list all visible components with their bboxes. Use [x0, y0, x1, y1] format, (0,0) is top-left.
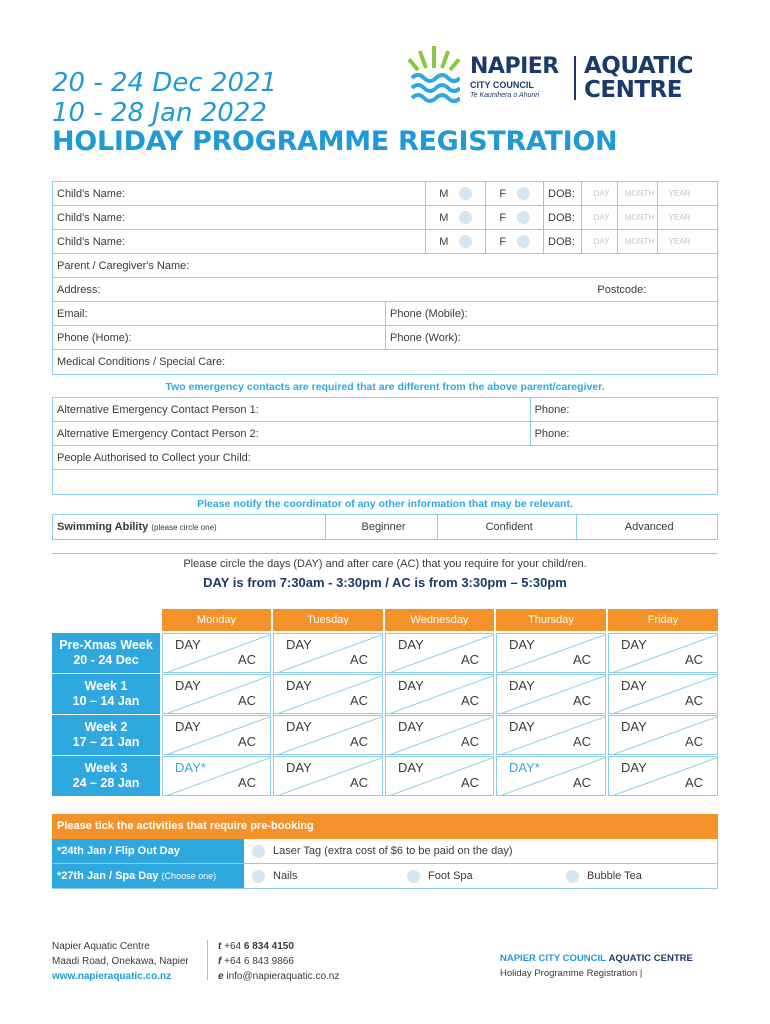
aftercare-option[interactable]: AC: [349, 693, 368, 708]
day-option[interactable]: DAY: [621, 637, 647, 652]
male-radio[interactable]: [459, 187, 472, 200]
address-row: [53, 278, 717, 302]
schedule-slot[interactable]: [385, 715, 494, 755]
activity-row-flipout: [52, 839, 718, 864]
aftercare-option[interactable]: AC: [684, 693, 703, 708]
swim-label: Swimming Ability: [57, 521, 149, 533]
swim-option-advanced[interactable]: Advanced: [576, 515, 717, 539]
dob-day-field[interactable]: DAY: [581, 182, 617, 205]
day-header-monday: Monday: [162, 609, 271, 631]
aftercare-option[interactable]: AC: [460, 734, 479, 749]
activities-section: [52, 814, 718, 889]
child-name-field[interactable]: Child's Name:: [57, 235, 126, 248]
programme-dates: [52, 68, 277, 128]
logo-city-council: CITY COUNCIL: [470, 80, 534, 90]
authorised-row: [53, 446, 717, 470]
male-radio[interactable]: [459, 211, 472, 224]
schedule-slot[interactable]: [385, 756, 494, 796]
child-row: Child's Name: M F DOB: DAY MONTH YEAR: [53, 230, 717, 254]
schedule-times: DAY is from 7:30am - 3:30pm / AC is from 3:30pm – 5:30pm: [203, 575, 567, 590]
logo-aquatic-centre: AQUATIC CENTRE: [584, 53, 693, 103]
aftercare-option[interactable]: AC: [237, 775, 256, 790]
schedule-slot[interactable]: [162, 715, 271, 755]
week-label: Week 2 17 – 21 Jan: [52, 715, 160, 755]
medical-conditions-field[interactable]: Medical Conditions / Special Care:: [57, 356, 226, 368]
alt-contact-1-field[interactable]: Alternative Emergency Contact Person 1:: [57, 403, 259, 416]
dob-month-field[interactable]: MONTH: [617, 182, 657, 205]
logo-separator: [574, 56, 576, 100]
day-option[interactable]: DAY: [398, 637, 424, 652]
website-link[interactable]: www.napieraquatic.co.nz: [52, 971, 172, 982]
swim-option-beginner[interactable]: Beginner: [325, 515, 437, 539]
aftercare-option[interactable]: AC: [460, 652, 479, 667]
schedule-slot[interactable]: [608, 633, 718, 673]
footer-contact: t +64 6 834 4150 f +64 6 843 9866 e info@napieraquatic.co.nz: [218, 941, 340, 982]
footer-address: Napier Aquatic Centre Maadi Road, Onekawa, Napier www.napieraquatic.co.nz: [52, 941, 189, 982]
day-option[interactable]: DAY: [509, 678, 535, 693]
swim-hint: (please circle one): [151, 522, 217, 532]
dob-label: DOB:: [543, 230, 581, 253]
day-option[interactable]: DAY: [286, 760, 312, 775]
foot-spa-checkbox[interactable]: [407, 870, 420, 883]
schedule-slot[interactable]: [496, 756, 606, 796]
day-option[interactable]: DAY: [286, 719, 312, 734]
emergency-row: [53, 398, 717, 422]
day-option[interactable]: DAY: [621, 719, 647, 734]
aftercare-option[interactable]: AC: [237, 693, 256, 708]
laser-tag-checkbox[interactable]: [252, 845, 265, 858]
schedule-slot[interactable]: [162, 756, 271, 796]
aftercare-option[interactable]: AC: [349, 652, 368, 667]
week-label: Week 3 24 – 28 Jan: [52, 756, 160, 796]
parent-name-row: [53, 254, 717, 278]
child-row: Child's Name: M F DOB: DAY MONTH YEAR: [53, 182, 717, 206]
dob-month-field[interactable]: MONTH: [617, 230, 657, 253]
day-option[interactable]: DAY: [621, 760, 647, 775]
swim-option-confident[interactable]: Confident: [437, 515, 577, 539]
aftercare-option[interactable]: AC: [684, 775, 703, 790]
aftercare-option[interactable]: AC: [237, 652, 256, 667]
alt-contact-2-field[interactable]: Alternative Emergency Contact Person 2:: [57, 427, 259, 440]
day-option[interactable]: DAY: [509, 719, 535, 734]
female-radio[interactable]: [517, 187, 530, 200]
authorised-label: People Authorised to Collect your Child:: [57, 451, 251, 464]
logo-napier: NAPIER: [470, 54, 559, 79]
aftercare-option[interactable]: AC: [237, 734, 256, 749]
schedule-slot[interactable]: [162, 633, 271, 673]
schedule-slot[interactable]: [162, 674, 271, 714]
schedule-slot[interactable]: [273, 756, 383, 796]
aftercare-option[interactable]: AC: [572, 734, 591, 749]
schedule-slot[interactable]: [608, 756, 718, 796]
day-option[interactable]: DAY: [621, 678, 647, 693]
dob-label: DOB:: [543, 206, 581, 229]
wave-emblem-icon: [408, 44, 460, 104]
dob-label: DOB:: [543, 182, 581, 205]
aftercare-option[interactable]: AC: [684, 652, 703, 667]
email-link[interactable]: info@napieraquatic.co.nz: [226, 971, 340, 982]
day-option[interactable]: DAY: [398, 760, 424, 775]
schedule-slot[interactable]: [273, 715, 383, 755]
medical-row: [53, 350, 717, 374]
child-row: Child's Name: M F DOB: DAY MONTH YEAR: [53, 206, 717, 230]
phone-number: 6 834 4150: [243, 941, 294, 952]
fax-number: +64 6 843 9866: [224, 956, 294, 967]
aftercare-option[interactable]: AC: [572, 652, 591, 667]
date-range-2: 10 - 28 Jan 2022: [52, 98, 267, 128]
aftercare-option[interactable]: AC: [460, 775, 479, 790]
aftercare-option[interactable]: AC: [684, 734, 703, 749]
divider: [52, 553, 718, 554]
emergency-contacts: [52, 397, 718, 495]
flip-out-day-label: *24th Jan / Flip Out Day: [52, 839, 244, 863]
emergency-row: [53, 422, 717, 446]
aftercare-option[interactable]: AC: [572, 693, 591, 708]
alt-contact-2-phone[interactable]: Phone:: [530, 422, 717, 445]
day-header-thursday: Thursday: [496, 609, 606, 631]
activities-header: Please tick the activities that require pre-booking: [52, 814, 718, 839]
activity-row-spa: [52, 864, 718, 889]
male-radio[interactable]: [459, 235, 472, 248]
day-option[interactable]: DAY*: [175, 760, 206, 775]
contact-row: [53, 326, 717, 350]
napier-aquatic-logo: [408, 44, 708, 104]
dob-month-field[interactable]: MONTH: [617, 206, 657, 229]
day-option[interactable]: DAY: [398, 719, 424, 734]
female-radio[interactable]: [517, 211, 530, 224]
phone-mobile-field[interactable]: Phone (Mobile):: [385, 302, 717, 325]
page-title: HOLIDAY PROGRAMME REGISTRATION: [52, 126, 618, 157]
day-option[interactable]: DAY: [175, 678, 201, 693]
date-range-1: 20 - 24 Dec 2021: [52, 68, 278, 98]
bubble-tea-label: Bubble Tea: [587, 870, 642, 882]
email-field[interactable]: Email:: [57, 307, 88, 320]
address-field[interactable]: Address:: [57, 283, 101, 296]
nails-label: Nails: [273, 870, 298, 882]
swimming-ability: [52, 514, 718, 540]
aftercare-option[interactable]: AC: [349, 775, 368, 790]
child-name-field[interactable]: Child's Name:: [57, 211, 126, 224]
day-header-tuesday: Tuesday: [273, 609, 383, 631]
schedule-slot[interactable]: [273, 633, 383, 673]
week-label: Pre-Xmas Week 20 - 24 Dec: [52, 633, 160, 673]
parent-name-field[interactable]: Parent / Caregiver's Name:: [57, 259, 190, 272]
alt-contact-1-phone[interactable]: Phone:: [530, 398, 717, 421]
dob-day-field[interactable]: DAY: [581, 206, 617, 229]
schedule-slot[interactable]: [608, 674, 718, 714]
bubble-tea-checkbox[interactable]: [566, 870, 579, 883]
schedule-slot[interactable]: [496, 715, 606, 755]
authorised-input-row: [53, 470, 717, 494]
schedule-slot[interactable]: [496, 633, 606, 673]
footer-divider: [207, 940, 208, 980]
authorised-field[interactable]: [53, 470, 717, 494]
postcode-field[interactable]: Postcode:: [597, 283, 647, 296]
week-label: Week 1 10 – 14 Jan: [52, 674, 160, 714]
doc-title: Holiday Programme Registration |: [500, 968, 643, 979]
registration-form: [52, 181, 718, 375]
schedule-slot[interactable]: [385, 633, 494, 673]
day-option[interactable]: DAY: [509, 637, 535, 652]
day-option[interactable]: DAY: [286, 637, 312, 652]
schedule-slot[interactable]: [273, 674, 383, 714]
day-option[interactable]: DAY: [175, 637, 201, 652]
notify-note: Please notify the coordinator of any other information that may be relevant.: [197, 498, 573, 510]
aftercare-option[interactable]: AC: [572, 775, 591, 790]
nails-checkbox[interactable]: [252, 870, 265, 883]
aftercare-option[interactable]: AC: [460, 693, 479, 708]
phone-work-field[interactable]: Phone (Work):: [385, 326, 717, 349]
child-name-field[interactable]: Child's Name:: [57, 187, 126, 200]
emergency-note: Two emergency contacts are required that are different from the above parent/caregiver.: [165, 381, 605, 393]
spa-day-label: *27th Jan / Spa Day (Choose one): [52, 864, 244, 888]
dob-year-field[interactable]: YEAR: [657, 182, 697, 205]
dob-day-field[interactable]: DAY: [581, 230, 617, 253]
dob-year-field[interactable]: YEAR: [657, 206, 697, 229]
laser-tag-label: Laser Tag (extra cost of $6 to be paid on the day): [273, 845, 513, 857]
dob-year-field[interactable]: YEAR: [657, 230, 697, 253]
day-header-friday: Friday: [608, 609, 718, 631]
day-header-wednesday: Wednesday: [385, 609, 494, 631]
day-option[interactable]: DAY: [286, 678, 312, 693]
foot-spa-label: Foot Spa: [428, 870, 473, 882]
schedule-slot[interactable]: [608, 715, 718, 755]
day-option[interactable]: DAY: [175, 719, 201, 734]
schedule-slot[interactable]: [385, 674, 494, 714]
aftercare-option[interactable]: AC: [349, 734, 368, 749]
female-radio[interactable]: [517, 235, 530, 248]
contact-row: [53, 302, 717, 326]
phone-home-field[interactable]: Phone (Home):: [57, 331, 132, 344]
logo-maori: Te Kaunihera o Ahuriri: [470, 92, 540, 99]
schedule-instruction: Please circle the days (DAY) and after care (AC) that you require for your child/ren.: [183, 558, 587, 570]
footer-brand: NAPIER CITY COUNCIL AQUATIC CENTRE Holiday Programme Registration |: [500, 953, 693, 979]
schedule-slot[interactable]: [496, 674, 606, 714]
day-option[interactable]: DAY*: [509, 760, 540, 775]
day-option[interactable]: DAY: [398, 678, 424, 693]
